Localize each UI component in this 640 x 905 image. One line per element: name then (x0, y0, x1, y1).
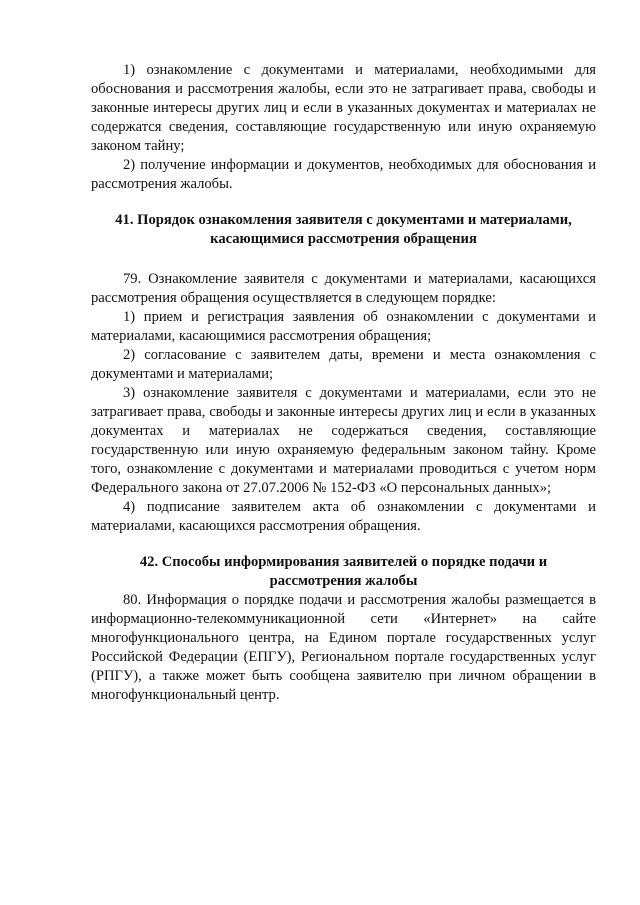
section-heading-42: 42. Способы информирования заявителей о порядке подачи и рассмотрения жалобы (139, 554, 548, 589)
paragraph-intro-item-1: 1) ознакомление с документами и материалами, необходимыми для обоснования и рассмотрения жалобы, если это не затрагивает права, свободы и законные интересы других лиц и если в указанных документах и материалах не содержатся сведения, составляющие государственную или иную охраняемую законом тайну; (91, 62, 596, 154)
paragraph-79-item-4: 4) подписание заявителем акта об ознакомлении с документами и материалами, касающихся рассмотрения обращения. (91, 499, 596, 534)
paragraph-79-item-3: 3) ознакомление заявителя с документами и материалами, если это не затрагивает права, свободы и законные интересы других лиц и если в указанных документах и материалах не содержаться сведения, составляющие государственную или иную охраняемую федеральным законом тайну. Кроме того, ознакомление с документами и материалами проводиться с учетом норм Федерального закона от 27.07.2006 № 152-ФЗ «О персональных данных»; (91, 385, 596, 496)
paragraph-79-item-2: 2) согласование с заявителем даты, времени и места ознакомления с документами и материалами; (91, 347, 596, 382)
section-heading-41: 41. Порядок ознакомления заявителя с документами и материалами, касающимися рассмотрения обращения (115, 212, 572, 247)
paragraph-80: 80. Информация о порядке подачи и рассмотрения жалобы размещается в информационно-телекоммуникационной сети «Интернет» на сайте многофункционального центра, на Едином портале государственных услуг Российской Федерации (ЕПГУ), Региональном портале государственных услуг (РПГУ), а также может быть сообщена заявителю при личном обращении в многофункциональный центр. (91, 592, 596, 703)
paragraph-79: 79. Ознакомление заявителя с документами и материалами, касающихся рассмотрения обращения осуществляется в следующем порядке: (91, 271, 596, 306)
document-page (91, 61, 596, 705)
paragraph-79-item-1: 1) прием и регистрация заявления об ознакомлении с документами и материалами, касающимися рассмотрения обращения; (91, 309, 596, 344)
paragraph-intro-item-2: 2) получение информации и документов, необходимых для обоснования и рассмотрения жалобы. (91, 157, 596, 192)
